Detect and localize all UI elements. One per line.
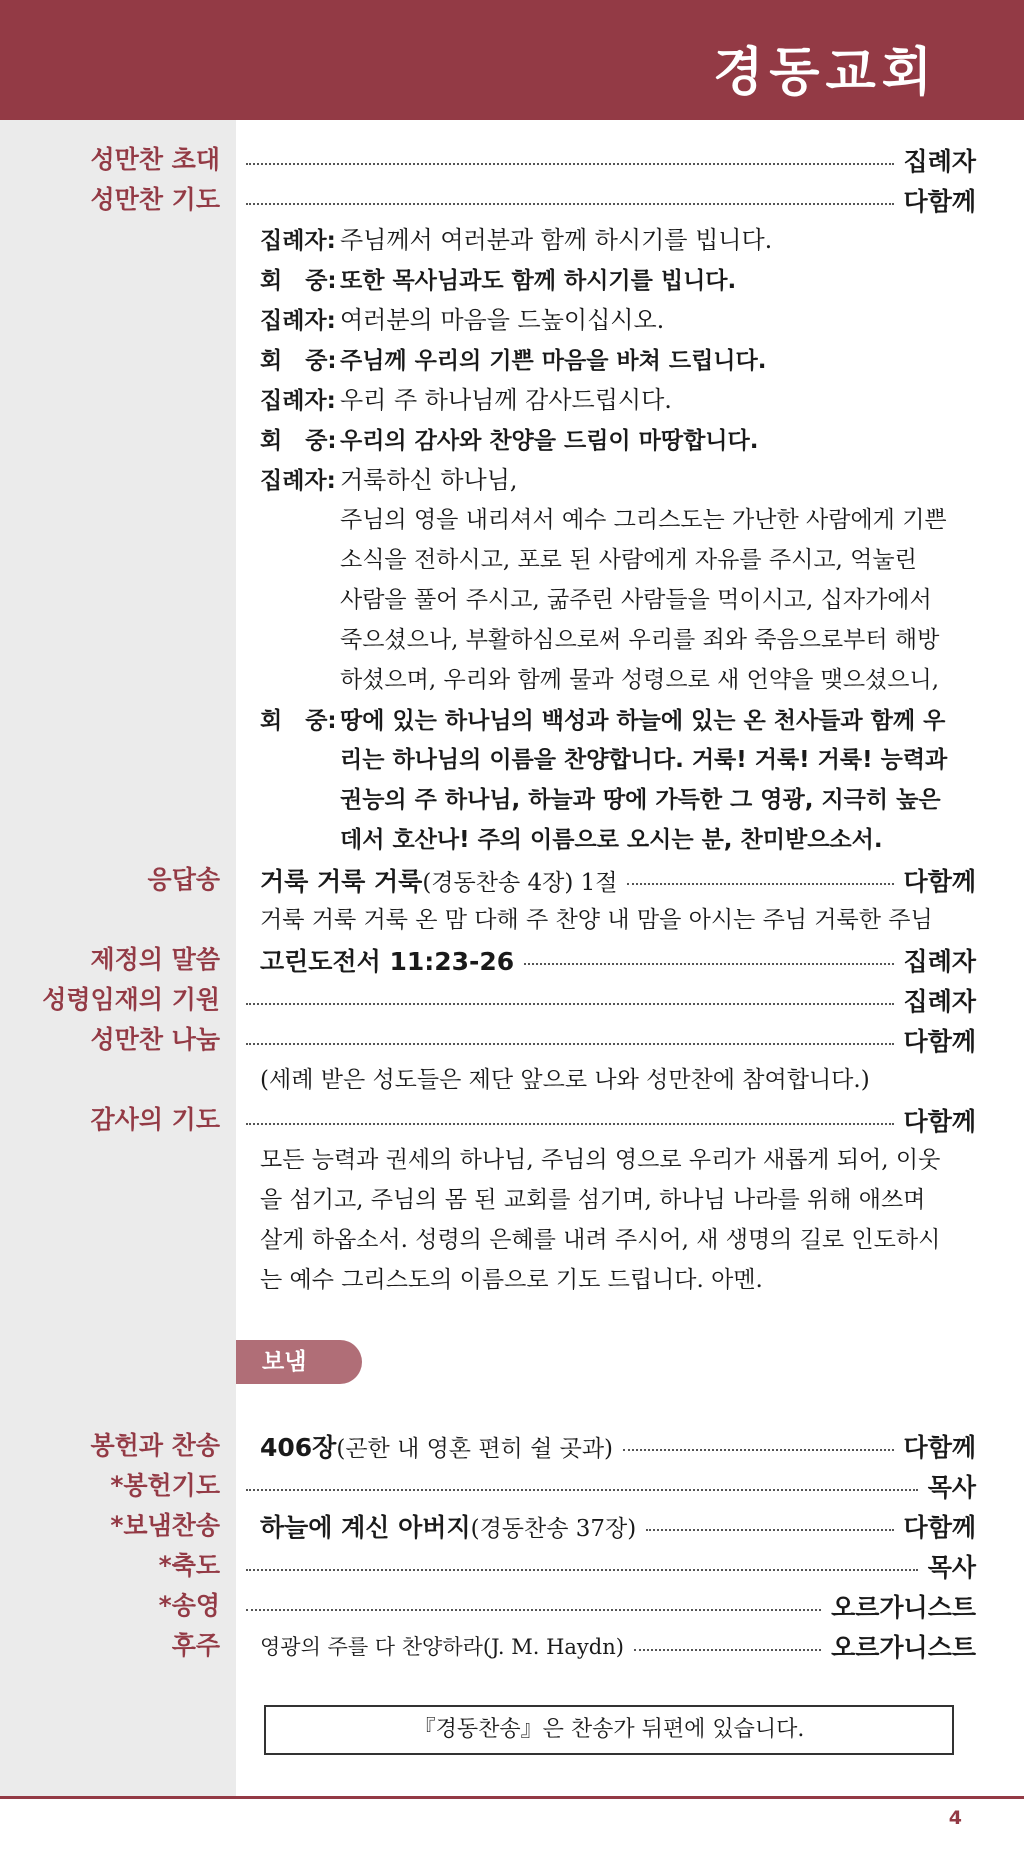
prayer-row (236, 180, 976, 220)
page-number: 4 (948, 1807, 962, 1829)
item-label-thanksgiving: 감사의 기도 (90, 1105, 220, 1134)
speaker: 회 중: (260, 428, 337, 454)
dialogue-text: 우리의 감사와 찬양을 드림이 마땅합니다. (340, 428, 759, 454)
hymnal-note-box: 『경동찬송』은 찬송가 뒤편에 있습니다. (264, 1705, 954, 1755)
church-name: 경동교회 (713, 43, 938, 103)
item-label-offering-prayer: *봉헌기도 (110, 1471, 220, 1500)
section-badge-sending: 보냄 (236, 1340, 362, 1384)
leader-name: 목사 (927, 1553, 976, 1582)
leader-dots (246, 1489, 918, 1491)
dialogue-text: 또한 목사님과도 함께 하시기를 빕니다. (340, 268, 737, 294)
prayer-line: 소식을 전하시고, 포로 된 사람에게 자유를 주시고, 억눌린 (340, 547, 917, 573)
prayer-line: 하셨으며, 우리와 함께 물과 성령으로 새 언약을 맺으셨으니, (340, 667, 940, 693)
speaker: 집례자: (260, 228, 336, 254)
doxology-row (236, 1586, 976, 1626)
song-title: 거룩 거룩 거룩 (260, 867, 423, 896)
leader-dots (646, 1529, 893, 1531)
benediction-row (236, 1546, 976, 1586)
item-label-sharing: 성만찬 나눔 (90, 1025, 220, 1054)
speaker: 회 중: (260, 348, 337, 374)
response-line: 리는 하나님의 이름을 찬양합니다. 거룩! 거룩! 거룩! 능력과 (340, 747, 948, 773)
leader-name: 다함께 (903, 1513, 976, 1542)
item-label-epiclesis: 성령임재의 기원 (42, 985, 220, 1014)
leader-name: 다함께 (903, 187, 976, 216)
leader-prayer-body (340, 500, 947, 700)
institution-row (260, 940, 976, 980)
leader-name: 집례자 (903, 147, 976, 176)
postlude-piece: 영광의 주를 다 찬양하라(J. M. Haydn) (260, 1635, 624, 1659)
leader-name: 집례자 (903, 947, 976, 976)
leader-dots (524, 963, 893, 965)
dialogue-line (260, 260, 980, 300)
speaker: 회 중: (260, 268, 337, 294)
dialogue-text: 여러분의 마음을 드높이십시오. (340, 306, 665, 334)
item-label-postlude: 후주 (171, 1631, 220, 1660)
postlude-row (260, 1626, 976, 1666)
prayer-text: 거룩하신 하나님, (340, 466, 518, 494)
prayer-line: 살게 하옵소서. 성령의 은혜를 내려 주시어, 새 생명의 길로 인도하시 (260, 1227, 941, 1253)
leader-dots (246, 163, 894, 165)
speaker: 집례자: (260, 308, 336, 334)
leader-dots (627, 883, 893, 885)
hymn-title: 하늘에 계신 아버지 (260, 1513, 471, 1542)
leader-dots (246, 203, 894, 205)
dialogue-line (260, 340, 980, 380)
leader-dots (246, 1123, 894, 1125)
response-line: 권능의 주 하나님, 하늘과 땅에 가득한 그 영광, 지극히 높은 (340, 787, 941, 813)
dialogue-text: 주님께 우리의 기쁜 마음을 바쳐 드립니다. (340, 348, 767, 374)
prayer-line: 죽으셨으나, 부활하심으로써 우리를 죄와 죽음으로부터 해방 (340, 627, 940, 653)
invitation-row (236, 140, 976, 180)
hymn-detail: (경동찬송 37장) (470, 1515, 637, 1542)
dialogue-line (260, 300, 980, 340)
hymn-detail: (곤한 내 영혼 편히 쉴 곳과) (336, 1435, 614, 1462)
item-label-sending-hymn: *보냄찬송 (110, 1511, 220, 1540)
leader-prayer-line (260, 460, 980, 500)
epiclesis-row (236, 980, 976, 1020)
sharing-row (236, 1020, 976, 1060)
thanksgiving-body (260, 1140, 940, 1300)
thanksgiving-row (236, 1100, 976, 1140)
speaker: 회 중: (260, 708, 337, 734)
response-text: 땅에 있는 하나님의 백성과 하늘에 있는 온 천사들과 함께 우 (340, 708, 946, 734)
dialogue-text: 주님께서 여러분과 함께 하시기를 빕니다. (340, 226, 773, 254)
item-label-prayer: 성만찬 기도 (90, 185, 220, 214)
leader-name: 다함께 (903, 1433, 976, 1462)
prayer-line: 사람을 풀어 주시고, 굶주린 사람들을 먹이시고, 십자가에서 (340, 587, 932, 613)
leader-dots (246, 1003, 894, 1005)
item-label-institution: 제정의 말씀 (90, 945, 220, 974)
leader-dots (634, 1649, 821, 1651)
response-song-row (260, 860, 976, 900)
lyrics-line: 거룩 거룩 거룩 온 맘 다해 주 찬양 내 맘을 아시는 주님 거룩한 주님 (260, 907, 933, 933)
sharing-note (260, 1060, 870, 1100)
dialogue-text: 우리 주 하나님께 감사드립시다. (340, 386, 672, 414)
song-lyrics (260, 900, 933, 940)
scripture-reference: 고린도전서 11:23-26 (260, 947, 515, 976)
offering-prayer-row (236, 1466, 976, 1506)
dialogue-line (260, 220, 980, 260)
leader-name: 다함께 (903, 1027, 976, 1056)
header-banner (0, 0, 1024, 120)
item-label-benediction: *축도 (158, 1551, 220, 1580)
footer-divider (0, 1796, 1024, 1799)
leader-dots (246, 1609, 821, 1611)
dialogue-line (260, 420, 980, 460)
leader-dots (246, 1043, 894, 1045)
leader-dots (246, 1569, 918, 1571)
leader-name: 오르가니스트 (831, 1593, 976, 1622)
speaker: 집례자: (260, 388, 336, 414)
song-detail: (경동찬송 4장) 1절 (422, 869, 618, 896)
prayer-line: 는 예수 그리스도의 이름으로 기도 드립니다. 아멘. (260, 1267, 763, 1293)
note-line: (세례 받은 성도들은 제단 앞으로 나와 성만찬에 참여합니다.) (260, 1067, 870, 1093)
congregation-response-line (260, 700, 980, 740)
item-label-response-song: 응답송 (147, 865, 220, 894)
item-label-offering: 봉헌과 찬송 (90, 1431, 220, 1460)
leader-name: 다함께 (903, 1107, 976, 1136)
leader-name: 다함께 (903, 867, 976, 896)
prayer-line: 을 섬기고, 주님의 몸 된 교회를 섬기며, 하나님 나라를 위해 애쓰며 (260, 1187, 926, 1213)
offering-row (260, 1426, 976, 1466)
hymn-number: 406장 (260, 1433, 337, 1462)
leader-dots (623, 1449, 894, 1451)
congregation-response-body (340, 740, 947, 860)
prayer-line: 모든 능력과 권세의 하나님, 주님의 영으로 우리가 새롭게 되어, 이웃 (260, 1147, 941, 1173)
leader-name: 목사 (927, 1473, 976, 1502)
prayer-line: 주님의 영을 내리셔서 예수 그리스도는 가난한 사람에게 기쁜 (340, 507, 947, 533)
dialogue-line (260, 380, 980, 420)
leader-name: 오르가니스트 (831, 1633, 976, 1662)
item-label-doxology: *송영 (158, 1591, 220, 1620)
response-line: 데서 호산나! 주의 이름으로 오시는 분, 찬미받으소서. (340, 827, 883, 853)
speaker: 집례자: (260, 468, 336, 494)
leader-name: 집례자 (903, 987, 976, 1016)
item-label-invitation: 성만찬 초대 (90, 145, 220, 174)
sending-hymn-row (260, 1506, 976, 1546)
